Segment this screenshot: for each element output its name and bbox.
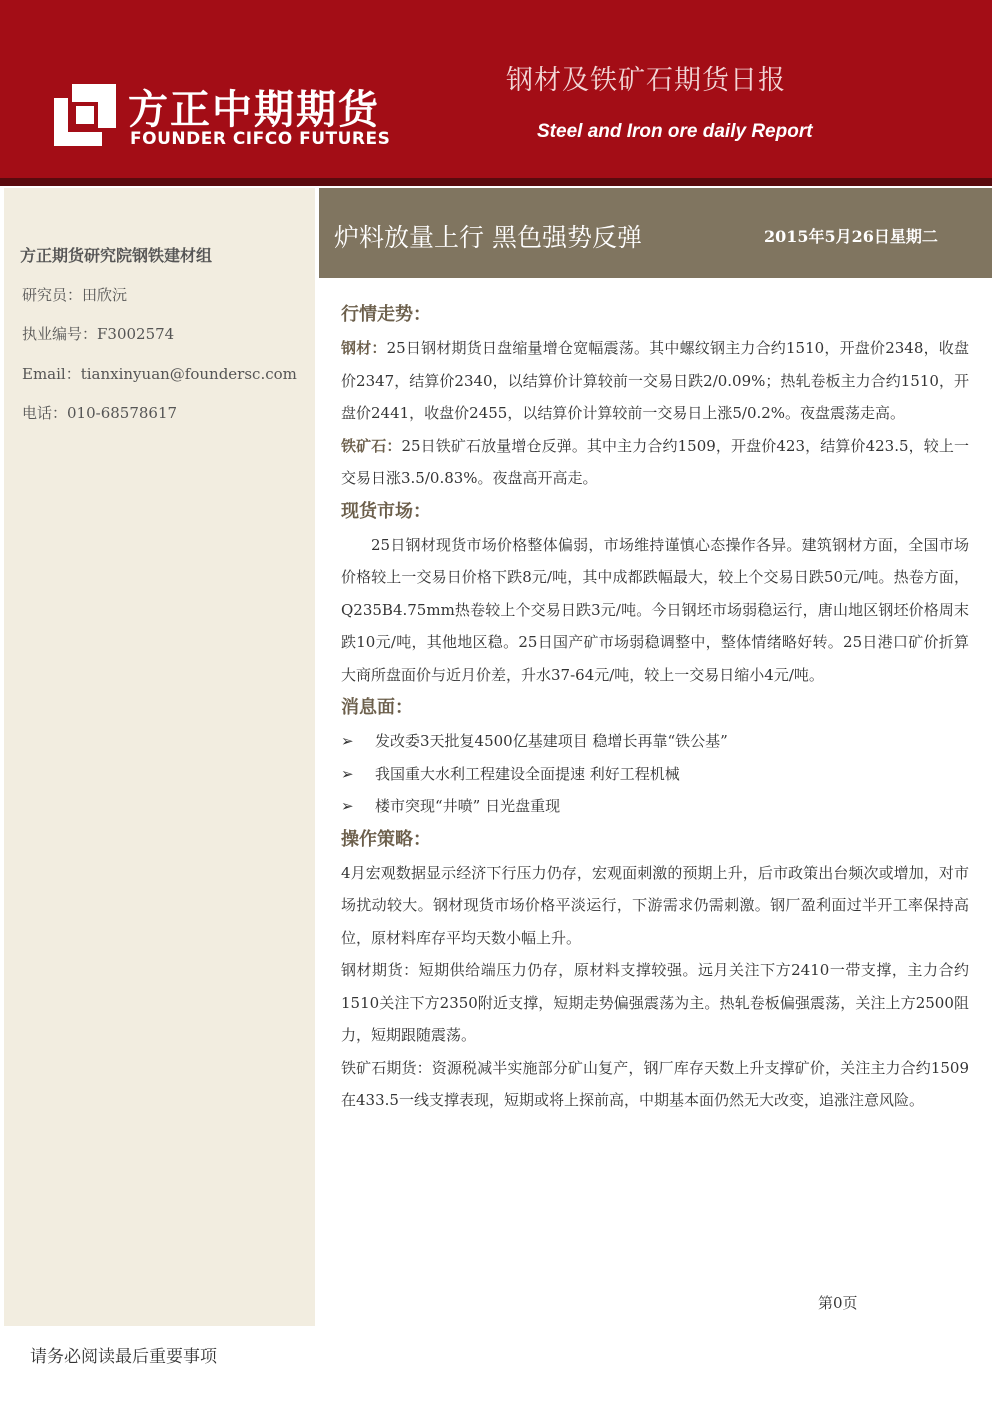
research-group: 方正期货研究院钢铁建材组 xyxy=(20,246,213,265)
ore-market-paragraph xyxy=(341,430,969,495)
email-address[interactable]: Email：tianxinyuan@foundersc.com xyxy=(22,365,297,383)
header-divider xyxy=(0,178,992,186)
ore-market-text: 25日铁矿石放量增仓反弹。其中主力合约1509，开盘价423，结算价423.5，较上一交易日涨3.5/0.83%。夜盘高开高走。 xyxy=(341,436,969,487)
spot-market-paragraph: 25日钢材现货市场价格整体偏弱，市场维持谨慎心态操作各异。建筑钢材方面，全国市场价格较上一交易日价格下跌8元/吨，其中成都跌幅最大，较上个交易日跌50元/吨。热卷方面，Q235B4.75mm热卷较上个交易日跌3元/吨。今日钢坯市场弱稳运行，唐山地区钢坯价格周末跌10元/吨，其他地区稳。25日国产矿市场弱稳调整中，整体情绪略好转。25日港口矿价折算大商所盘面价与近月价差，升水37-64元/吨，较上一交易日缩小4元/吨。 xyxy=(341,535,969,684)
news-list xyxy=(341,725,969,823)
license-number: 执业编号：F3002574 xyxy=(22,325,175,343)
list-item xyxy=(341,790,969,823)
section-heading-market: 行情走势： xyxy=(341,304,431,325)
researcher-name: 研究员：田欣沅 xyxy=(22,286,128,304)
report-title-en: Steel and Iron ore daily Report xyxy=(537,121,813,142)
report-title-cn: 钢材及铁矿石期货日报 xyxy=(506,65,786,96)
list-item xyxy=(341,758,969,791)
disclaimer-note: 请务必阅读最后重要事项 xyxy=(30,1347,217,1367)
news-item-text: 楼市突现“井喷” 日光盘重现 xyxy=(375,797,561,815)
section-heading-news: 消息面： xyxy=(341,697,413,718)
ore-lead: 铁矿石： xyxy=(341,436,402,455)
section-heading-strategy: 操作策略： xyxy=(341,828,431,850)
steel-lead: 钢材： xyxy=(341,339,387,357)
section-heading-spot: 现货市场： xyxy=(341,500,431,522)
report-body xyxy=(341,298,969,1117)
logo-text-cn: 方正中期期货 xyxy=(128,87,380,133)
sidebar xyxy=(4,188,315,1326)
logo-text-en: FOUNDER CIFCO FUTURES xyxy=(130,129,391,149)
phone-number: 电话：010-68578617 xyxy=(22,404,178,422)
strategy-ore-paragraph: 铁矿石期货：资源税减半实施部分矿山复产，钢厂库存天数上升支撑矿价，关注主力合约1509在433.5一线支撑表现，短期或将上探前高，中期基本面仍然无大改变，追涨注意风险。 xyxy=(341,1058,969,1109)
strategy-steel-paragraph: 钢材期货：短期供给端压力仍存，原材料支撑较强。远月关注下方2410一带支撑，主力合约1510关注下方2350附近支撑，短期走势偏强震荡为主。热轧卷板偏强震荡，关注上方2500阻力，短期跟随震荡。 xyxy=(341,961,969,1044)
list-item xyxy=(341,725,969,758)
steel-market-text: 25日钢材期货日盘缩量增仓宽幅震荡。其中螺纹钢主力合约1510，开盘价2348，收盘价2347，结算价2340，以结算价计算较前一交易日跌2/0.09%；热轧卷板主力合约1510，开盘价2441，收盘价2455，以结算价计算较前一交易日上涨5/0.2%。夜盘震荡走高。 xyxy=(341,339,969,422)
arrow-bullet-icon: ➢ xyxy=(341,764,354,783)
arrow-bullet-icon: ➢ xyxy=(341,732,354,750)
report-date: 2015年5月26日星期二 xyxy=(764,227,938,246)
arrow-bullet-icon: ➢ xyxy=(341,797,354,815)
report-headline: 炉料放量上行 黑色强势反弹 xyxy=(334,223,642,252)
news-item-text: 我国重大水利工程建设全面提速 利好工程机械 xyxy=(375,764,680,783)
steel-market-paragraph xyxy=(341,332,969,430)
founder-logo-icon xyxy=(54,84,116,146)
page-number: 第0页 xyxy=(818,1294,858,1312)
news-item-text: 发改委3天批复4500亿基建项目 稳增长再靠“铁公基” xyxy=(375,732,728,750)
strategy-macro-paragraph: 4月宏观数据显示经济下行压力仍存，宏观面刺激的预期上升，后市政策出台频次或增加，对市场扰动较大。钢材现货市场价格平淡运行，下游需求仍需刺激。钢厂盈利面过半开工率保持高位，原材料库存平均天数小幅上升。 xyxy=(341,863,969,947)
